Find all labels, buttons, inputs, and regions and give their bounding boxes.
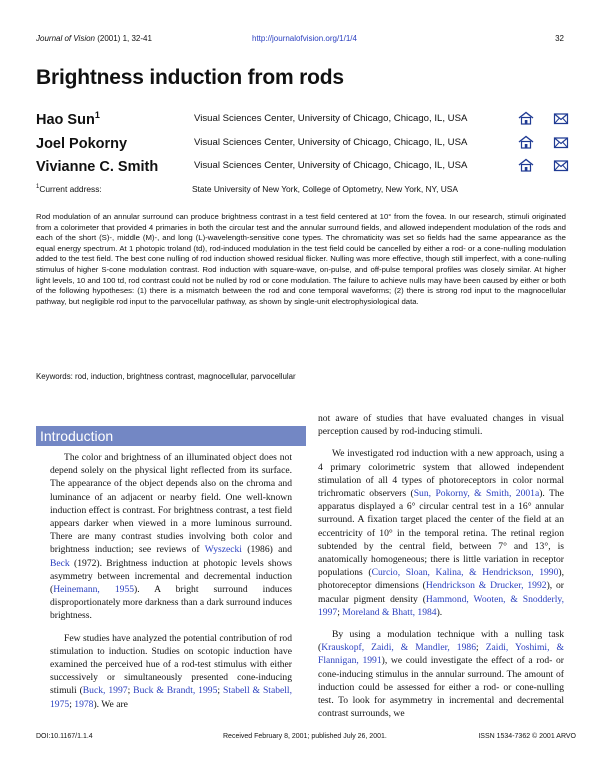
keywords: Keywords: rod, induction, brightness contrast, magnocellular, parvocellular	[36, 372, 296, 381]
text-run: (1972). Brightness induction at photopic levels shows asymmetry between incremental and decremental induction (	[50, 557, 292, 596]
citation-link[interactable]: Beck	[50, 557, 70, 569]
home-icon[interactable]	[518, 111, 534, 125]
paragraph	[318, 628, 564, 720]
author-affiliation: Visual Sciences Center, University of Chicago, Chicago, IL, USA	[194, 160, 468, 171]
citation-link[interactable]: Zaidi, Yoshimi, & Flannigan, 1991	[318, 642, 564, 667]
author-affiliation: Visual Sciences Center, University of Chicago, Chicago, IL, USA	[194, 113, 468, 124]
text-run: ;	[217, 685, 223, 697]
text-run: ), photoreceptor dimensions (	[318, 567, 564, 592]
text-run: ;	[69, 698, 75, 710]
author-row	[36, 157, 576, 177]
citation-link[interactable]: Stabell & Stabell, 1975	[50, 685, 292, 710]
citation-link[interactable]: Moreland & Bhatt, 1984	[342, 606, 437, 618]
body-column-right	[318, 412, 564, 720]
author-name	[36, 157, 158, 175]
mail-icon[interactable]	[553, 158, 569, 172]
author-row	[36, 110, 576, 130]
paragraph	[50, 451, 292, 623]
journal-url-link[interactable]: http://journalofvision.org/1/1/4	[252, 34, 357, 43]
paragraph	[318, 447, 564, 619]
author-name-text: Vivianne C. Smith	[36, 158, 159, 175]
home-icon[interactable]	[518, 135, 534, 149]
citation-link[interactable]: Heinemann, 1955	[53, 584, 135, 596]
author-name-text: Joel Pokorny	[36, 135, 128, 152]
running-header	[36, 34, 564, 46]
body-column-left	[50, 451, 292, 711]
text-run: We investigated rod induction with a new approach, using a 4 primary colorimetric system that allowed independent stimulation of all 4 types of photoreceptors in color normal trichromatic observers (	[318, 448, 564, 500]
text-run: ). A bright surround induces disproportionately more darkness than a dark surround induces brightness.	[50, 584, 292, 622]
home-icon[interactable]	[518, 158, 534, 172]
citation-link[interactable]: Wyszecki	[204, 544, 242, 556]
author-affiliation: Visual Sciences Center, University of Chicago, Chicago, IL, USA	[194, 137, 468, 148]
text-run: The color and brightness of an illuminated object does not depend solely on the physical light reflected from its surface. The appearance of the object depends also on the chroma and luminance of an adjacent or nearby field. One well-known induction effect is contrast. For brightness contrast, a test field appears darker when viewed in a more luminous surround. There are many contrast studies involving both color and brightness induction; see reviews of	[50, 452, 292, 556]
footer-doi: DOI:10.1167/1.1.4	[36, 733, 93, 740]
current-address-label	[36, 184, 102, 194]
citation-link[interactable]: Krauskopf, Zaidi, & Mandler, 1986	[321, 642, 476, 654]
page-footer	[36, 733, 576, 745]
text-run: (1986) and	[241, 544, 292, 556]
citation-link[interactable]: Hendrickson & Drucker, 1992	[425, 580, 547, 592]
article-title: Brightness induction from rods	[36, 66, 344, 89]
citation-link[interactable]: Sun, Pokorny, & Smith, 2001a	[413, 488, 540, 500]
text-run: ). We are	[93, 698, 128, 710]
text-run: By using a modulation technique with a nulling task (	[318, 629, 564, 654]
author-footnote-mark: 1	[94, 110, 100, 120]
abstract: Rod modulation of an annular surround can produce brightness contrast in a test field centered at 10° from the fovea. In our research, stimuli originated from a colorimeter that provided 4 primaries in both the circular test and the annular surround fields, and allowed independent modulation of the rods and each of the short (S)-, middle (M)-, and long (L)-wavelength-sensitive cone types. The chromaticity was set so fields had the same appearance as the equal energy spectrum. At 1 photopic troland (td), rod-induced modulation in the test field could be cancelled by either a rod- or a cone-nulling modulation added to the test field. The best cone nulling of rod induction showed residual flicker. Nulling was more effective, though still imperfect, with a cone-nulling stimulus of higher S-cone modulation contrast. Rod induction with square-wave, on-pulse, and off-pulse temporal profiles was closely similar. At higher light levels, 10 and 100 td, rod contrast could not be nulled by rod or cone modulation. The failure to achieve nulls may have been caused by either or both of the following hypotheses: (1) there is a mismatch between the rod and cone temporal waveforms; (2) there is strong rod input to the magnocellular pathway, but negligible rod input to the parvocellular pathway, as shown by single-unit electrophysiological data.	[36, 212, 566, 306]
citation-link[interactable]: Buck, 1997	[82, 685, 128, 697]
page-number: 32	[555, 34, 564, 43]
text-run: ).	[436, 606, 443, 618]
section-heading-bar	[36, 426, 306, 446]
journal-name: Journal of Vision	[36, 34, 95, 43]
current-address-label-text: Current address:	[39, 184, 102, 194]
author-name-text: Hao Sun	[36, 111, 95, 128]
text-run: ), we could investigate the effect of a rod- or cone-inducing stimulus in the annular surround. The amount of induction could be assessed for either a rod- or cone-nulling test. To look for asymmetry in incremental and decremental contrast surrounds, we	[318, 655, 564, 720]
footer-issn: ISSN 1534-7362 © 2001 ARVO	[478, 733, 576, 740]
citation-link[interactable]: Curcio, Sloan, Kalina, & Hendrickson, 1990	[371, 567, 559, 579]
text-run: ;	[337, 606, 343, 618]
text-run: ). The apparatus displayed a 6° circular central test in a 16° annular surround. A fixation target placed the center of the field at an eccentricity of 10° in the temporal retina. The retinal region subtended by the central field, between 7° and 13°, is anatomically homogeneous; there is little variation in receptor populations (	[318, 488, 564, 579]
footnote-mark: 1	[36, 184, 40, 191]
section-heading: Introduction	[40, 428, 114, 444]
citation-link[interactable]: Buck & Brandt, 1995	[133, 685, 218, 697]
citation-volume: (2001) 1, 32-41	[95, 34, 152, 43]
journal-citation	[36, 34, 152, 43]
citation-link[interactable]: Hammond, Wooten, & Snodderly, 1997	[318, 593, 564, 618]
text-run: Few studies have analyzed the potential contribution of rod stimulation to induction. Studies on scotopic induction have examined the perceived hue of a rod-test stimulus with either successively or simultaneously presented cone-inducing stimuli (	[50, 632, 292, 697]
author-row	[36, 134, 576, 154]
paragraph	[50, 632, 292, 711]
current-address-value: State University of New York, College of Optometry, New York, NY, USA	[192, 184, 458, 194]
paragraph: not aware of studies that have evaluated changes in visual perception caused by rod-inducing stimuli.	[318, 413, 564, 438]
text-run: ), or macular pigment density (	[318, 580, 564, 605]
mail-icon[interactable]	[553, 135, 569, 149]
text-run: ;	[476, 642, 486, 654]
footer-dates: Received February 8, 2001; published July 26, 2001.	[223, 733, 387, 740]
mail-icon[interactable]	[553, 111, 569, 125]
author-name	[36, 134, 127, 152]
author-name	[36, 110, 100, 128]
text-run: ;	[127, 685, 134, 697]
citation-link[interactable]: 1978	[74, 698, 94, 710]
